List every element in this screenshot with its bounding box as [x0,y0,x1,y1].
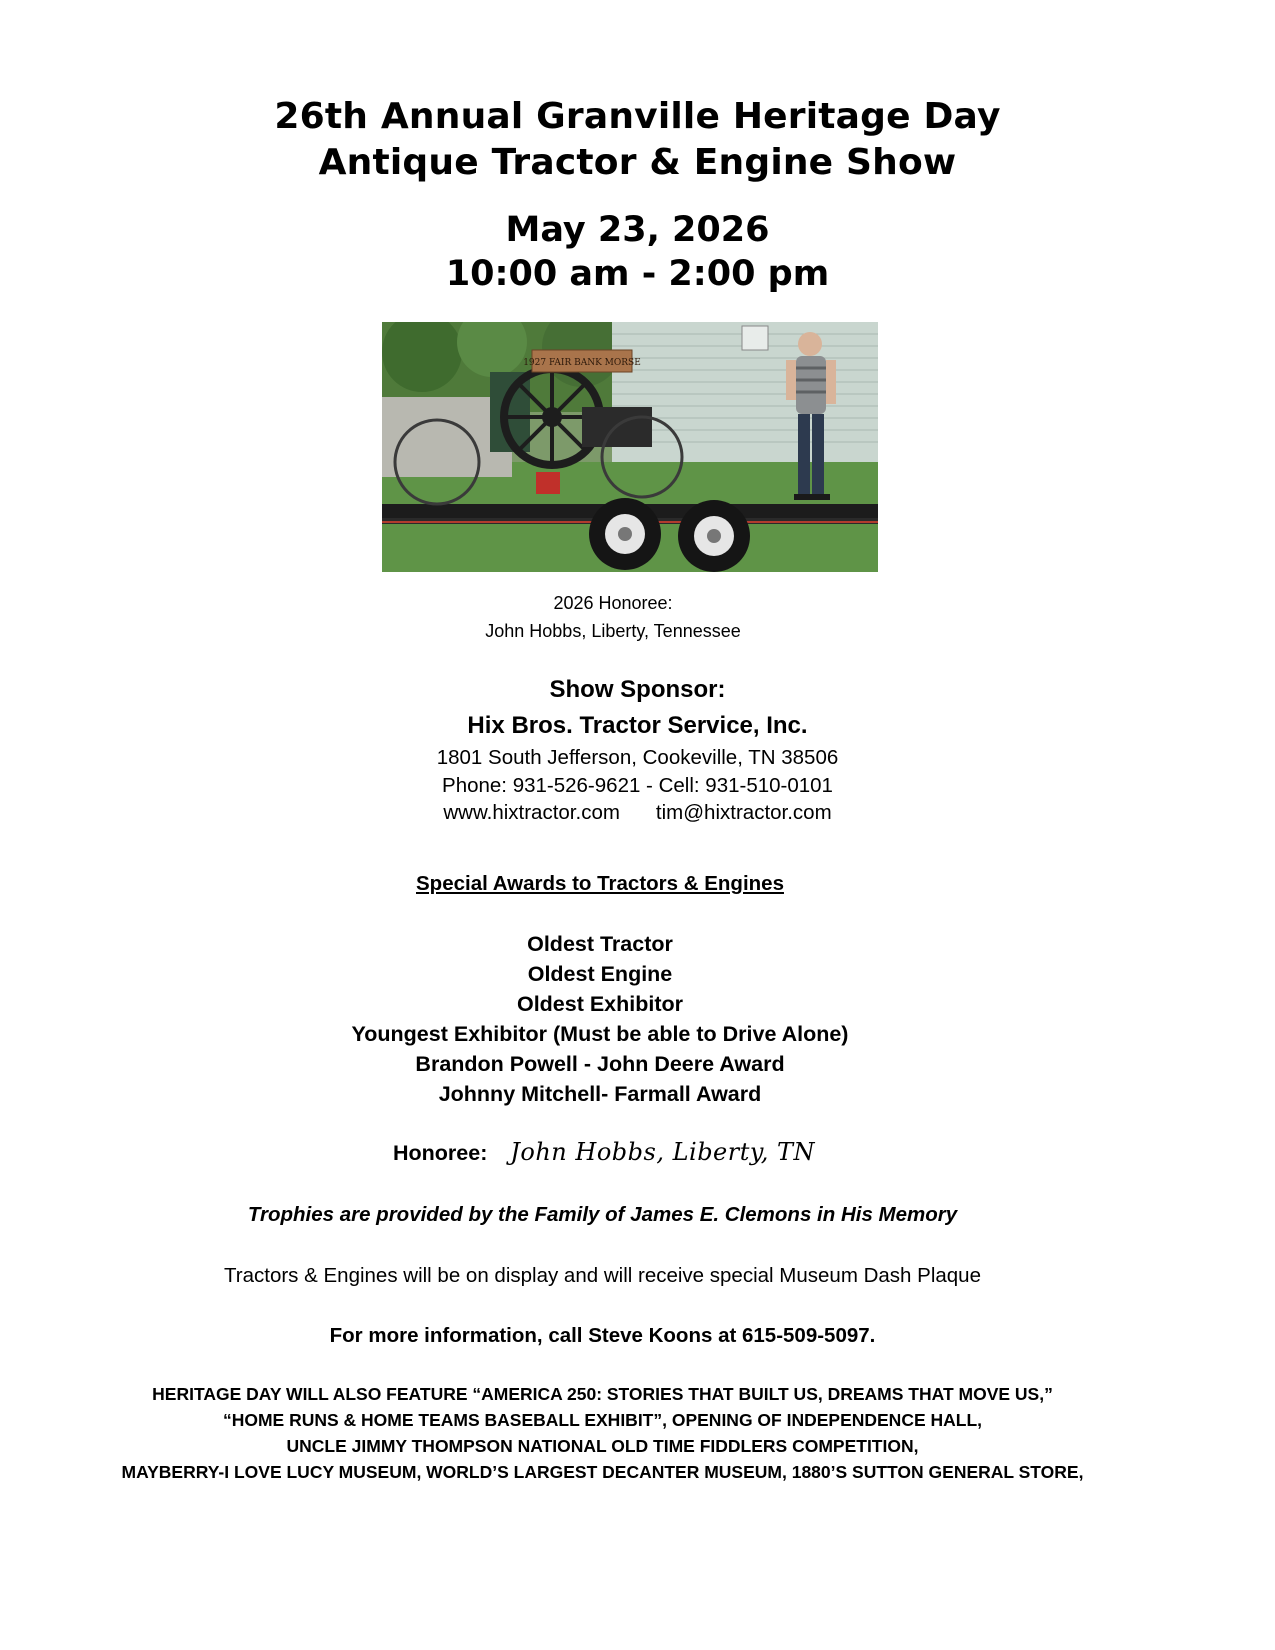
award-item: Johnny Mitchell- Farmall Award [438,1082,762,1106]
awards-heading: Special Awards to Tractors & Engines [416,872,784,895]
sponsor-address: 1801 South Jefferson, Cookeville, TN 38506 [436,746,839,769]
sponsor-email-link[interactable]: tim@hixtractor.com [655,801,832,824]
honoree-signature: John Hobbs, Liberty, TN [510,1138,816,1166]
honoree-caption-name: John Hobbs, Liberty, Tennessee [485,621,741,641]
display-note: Tractors & Engines will be on display and will receive special Museum Dash Plaque [224,1264,981,1287]
honoree-caption-label: 2026 Honoree: [553,593,673,613]
sponsor-phone: Phone: 931-526-9621 - Cell: 931-510-0101 [442,774,833,797]
footer-line-4: MAYBERRY-I LOVE LUCY MUSEUM, WORLD’S LARGEST DECANTER MUSEUM, 1880’S SUTTON GENERAL STORE, [121,1462,1084,1482]
award-item: Brandon Powell - John Deere Award [415,1052,785,1076]
footer-line-2: “HOME RUNS & HOME TEAMS BASEBALL EXHIBIT”, OPENING OF INDEPENDENCE HALL, [222,1410,983,1430]
sponsor-heading: Show Sponsor: [549,676,726,703]
photo-sign-text: 1927 FAIR BANK MORSE [523,358,641,368]
sponsor-name: Hix Bros. Tractor Service, Inc. [467,712,808,739]
event-date: May 23, 2026 [505,210,770,250]
sponsor-contact-line [0,801,1275,825]
title-line-2: Antique Tractor & Engine Show [318,142,957,183]
footer-line-3: UNCLE JIMMY THOMPSON NATIONAL OLD TIME FIDDLERS COMPETITION, [286,1436,919,1456]
award-item: Oldest Tractor [527,932,673,956]
award-item: Oldest Exhibitor [516,992,684,1016]
award-item: Oldest Engine [527,962,673,986]
trophies-note: Trophies are provided by the Family of James E. Clemons in His Memory [247,1203,958,1226]
event-time: 10:00 am - 2:00 pm [445,254,830,294]
photo-man-with-antique-engine-on-trailer-icon [382,322,878,572]
honoree-line [393,1138,815,1166]
award-item: Youngest Exhibitor (Must be able to Drive Alone) [351,1022,849,1046]
footer-line-1: HERITAGE DAY WILL ALSO FEATURE “AMERICA 250: STORIES THAT BUILT US, DREAMS THAT MOVE US,” [152,1384,1053,1404]
honoree-label: Honoree: [393,1141,488,1165]
honoree-photo [382,322,878,572]
more-info: For more information, call Steve Koons at 615-509-5097. [329,1324,876,1347]
sponsor-website-link[interactable]: www.hixtractor.com [443,801,620,824]
title-line-1: 26th Annual Granville Heritage Day [274,96,1001,137]
